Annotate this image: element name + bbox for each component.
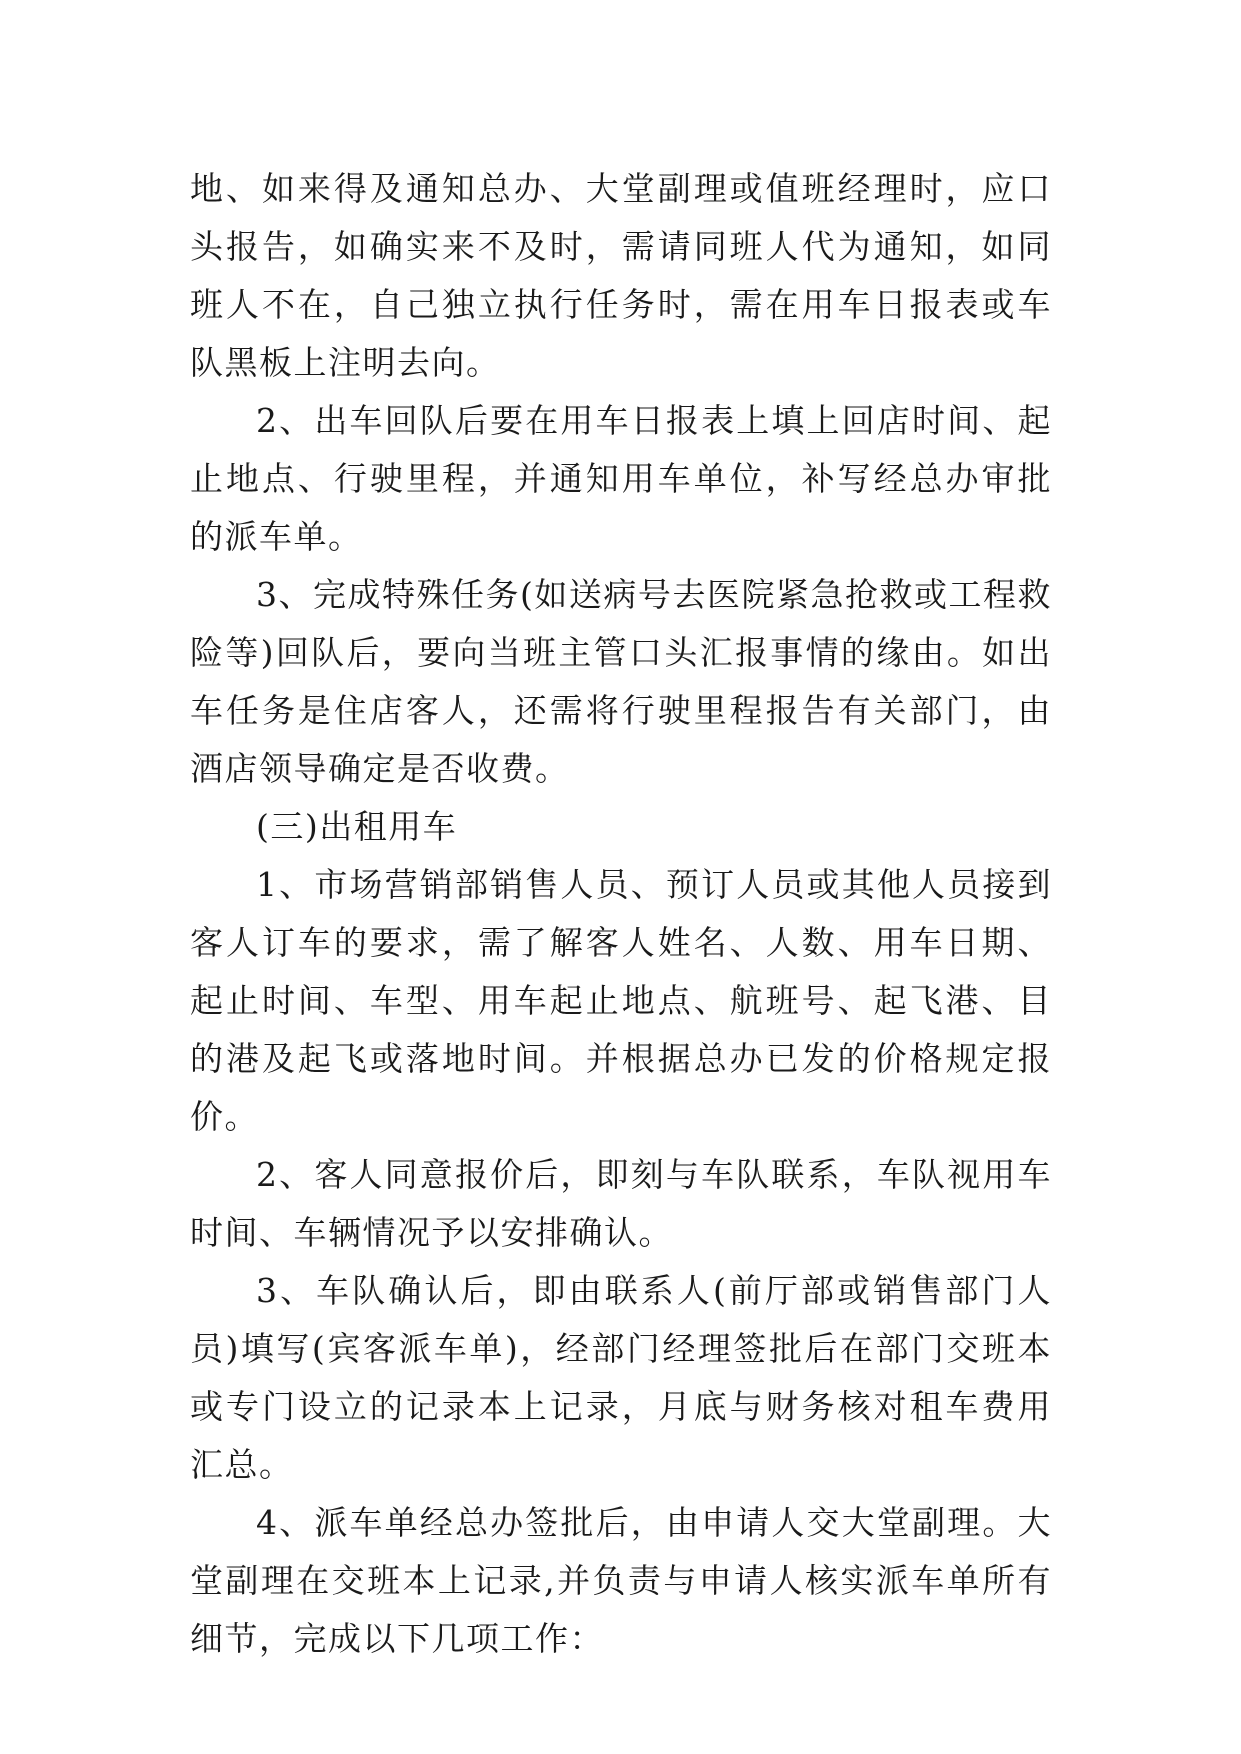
- paragraph-item-3: 3、完成特殊任务(如送病号去医院紧急抢救或工程救险等)回队后，要向当班主管口头汇报事情的缘由。如出车任务是住店客人，还需将行驶里程报告有关部门，由酒店领导确定是否收费。: [190, 575, 1052, 788]
- document-body: [190, 160, 1052, 1668]
- paragraph-rental-2: 2、客人同意报价后，即刻与车队联系，车队视用车时间、车辆情况予以安排确认。: [190, 1155, 1052, 1252]
- paragraph-item-2: 2、出车回队后要在用车日报表上填上回店时间、起止地点、行驶里程，并通知用车单位，补写经总办审批的派车单。: [190, 401, 1052, 556]
- paragraph-rental-4: 4、派车单经总办签批后，由申请人交大堂副理。大堂副理在交班本上记录,并负责与申请人核实派车单所有细节，完成以下几项工作：: [190, 1503, 1052, 1658]
- paragraph-rental-1: 1、市场营销部销售人员、预订人员或其他人员接到客人订车的要求，需了解客人姓名、人数、用车日期、起止时间、车型、用车起止地点、航班号、起飞港、目的港及起飞或落地时间。并根据总办已发的价格规定报价。: [190, 865, 1052, 1136]
- paragraph-rental-3: 3、车队确认后，即由联系人(前厅部或销售部门人员)填写(宾客派车单)，经部门经理签批后在部门交班本或专门设立的记录本上记录，月底与财务核对租车费用汇总。: [190, 1271, 1052, 1484]
- section-heading-rental: (三)出租用车: [256, 807, 458, 846]
- paragraph-continuation: 地、如来得及通知总办、大堂副理或值班经理时，应口头报告，如确实来不及时，需请同班人代为通知，如同班人不在，自己独立执行任务时，需在用车日报表或车队黑板上注明去向。: [190, 169, 1052, 382]
